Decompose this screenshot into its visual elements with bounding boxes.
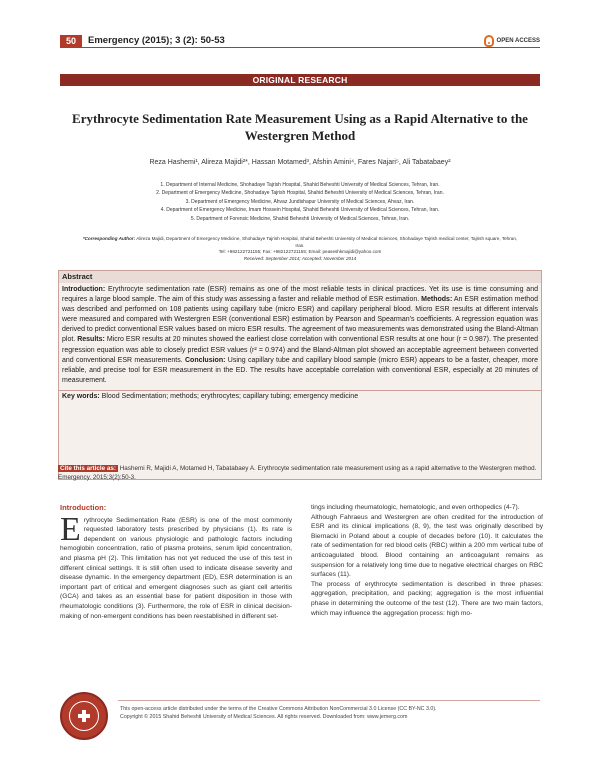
article-title: Erythrocyte Sedimentation Rate Measurement Using as a Rapid Alternative to the Westergren Method	[72, 111, 528, 143]
abstract-conclusion-label: Conclusion:	[184, 356, 226, 364]
citation-text: Hashemi R, Majidi A, Motamed H, Tabatabaey A. Erythrocyte sedimentation rate measurement using as a rapid alternative to the Westergren method. Emergency. 2015;3(2):50-3.	[58, 465, 537, 481]
corresponding-text: Alireza Majidi, Department of Emergency Medicine, Shohadaye Tajrish Hospital, Shahid Beheshti University of Medical Sciences, Shohadaye Tajrish medical center, Tajrish square, Tehran, Iran.	[136, 236, 518, 248]
body-paragraph: The process of erythrocyte sedimentation is described in three phases: aggregation, precipitation, and packing; aggregation is the most influential phase in determining the outcome of the test (12). There are two main factors, which may influence the aggregation process: high mo-	[311, 580, 543, 617]
abstract-body	[59, 283, 541, 388]
abstract-intro-label: Introduction:	[62, 286, 106, 293]
abstract-box	[58, 270, 542, 480]
author-list: Reza Hashemi¹, Alireza Majidi²*, Hassan Motamed³, Afshin Amini⁴, Fares Najari⁵, Ali Tabatabaey²	[149, 159, 451, 166]
abstract-results-label: Results:	[77, 336, 105, 344]
section-banner: ORIGINAL RESEARCH	[60, 74, 540, 86]
affiliation-list	[80, 181, 520, 223]
abstract-results-text: Micro ESR results at 20 minutes showed the earliest close correlation with conventional ESR results at one hour (r = 0.987). The presented regression equation was able to closely predict ESR values (r² = 0.974) and the Bland-Altman plot showed an acceptable agreement between converted and conventional ESR measurements.	[62, 336, 538, 364]
affiliation-item: 2. Department of Emergency Medicine, Shohadaye Tajrish Hospital, Shahid Beheshti University of Medical Sciences, Tehran, Iran.	[156, 190, 444, 197]
abstract-intro-text: Erythrocyte sedimentation rate (ESR) remains as one of the most reliable tests in clinical practices. Yet its use is time consuming and requires a large blood sample. The aim of this study was assessing a faster and reliable method of ESR estimation.	[62, 286, 538, 304]
copyright-line: Copyright © 2015 Shahid Beheshti University of Medical Sciences. All rights reserved. Downloaded from: www.jemerg.com	[120, 714, 408, 720]
body-paragraph: Although Fahraeus and Westergren are often credited for the introduction of ESR and its clinical implications (8, 9), the test was originally described by Biernacki in Poland about a couple of decades before (10). It calculates the rate of sedimentation for red blood cells (RBC) within a 200 mm vertical tube of anticoagulated blood. Blood containing an anticoagulant remains as suspension for a relatively long time due to negative electrical charges on RBC surfaces (11).	[311, 513, 543, 579]
introduction-heading: Introduction:	[60, 503, 107, 512]
corresponding-contact: Tel: +982122721155; Fax: +982122721155; Email: peaseshkmajidi@yahoo.com	[218, 249, 382, 255]
seal-ring	[69, 701, 99, 731]
affiliation-item: 3. Department of Emergency Medicine, Ahvaz Jundishapur University of Medical Sciences, Ahvaz, Iran.	[185, 198, 415, 205]
body-paragraph: tings including rheumatologic, hematologic, and even orthopedics (4-7).	[311, 504, 520, 511]
footer-license	[120, 705, 540, 721]
citation	[58, 464, 542, 482]
citation-label: Cite this article as:	[60, 465, 116, 472]
body-column-right	[311, 503, 543, 618]
abstract-conclusion-text: Using capillary tube and capillary blood sample (micro ESR) appears to be a faster, cheaper, more reliable, and precise tool for ESR measurement in the ED. The results have acceptable correlation with conventional ESR, especially at 20 minutes of measurement.	[62, 356, 538, 384]
affiliation-item: 5. Department of Forensic Medicine, Shahid Beheshti University of Medical Sciences, Tehran, Iran.	[190, 215, 410, 222]
page-number: 50	[60, 35, 82, 47]
license-line: This open-access article distributed under the terms of the Creative Commons Attribution NonCommercial 3.0 License (CC BY-NC 3.0).	[120, 706, 437, 712]
journal-seal-logo	[60, 692, 108, 740]
keywords-label: Key words:	[62, 392, 100, 400]
introduction-paragraph	[60, 510, 292, 622]
medical-cross-icon	[78, 710, 90, 722]
affiliation-item: 1. Department of Internal Medicine, Shohadaye Tajrish Hospital, Shahid Beheshti University of Medical Sciences, Tehran, Iran.	[160, 182, 440, 188]
corresponding-author	[80, 236, 520, 262]
footer-divider	[118, 700, 540, 701]
received-accepted-dates: Received: September 2014; Accepted: November 2014	[243, 255, 357, 261]
journal-reference: Emergency (2015); 3 (2): 50-53	[88, 35, 225, 46]
abstract-methods-label: Methods:	[421, 296, 453, 304]
keywords-text: Blood Sedimentation; methods; erythrocytes; capillary tubing; emergency medicine	[99, 392, 359, 400]
open-access-label: OPEN ACCESS	[496, 38, 540, 44]
running-header	[60, 34, 540, 48]
abstract-heading: Abstract	[59, 271, 541, 283]
corresponding-label: *Corresponding Author:	[82, 236, 136, 241]
body-column-left	[60, 503, 292, 621]
open-access-lock-icon	[484, 35, 494, 47]
affiliation-item: 4. Department of Emergency Medicine, Imam Hossein Hospital, Shahid Beheshti University of Medical Sciences, Tehran, Iran.	[160, 207, 440, 214]
introduction-text: rythrocyte Sedimentation Rate (ESR) is one of the most commonly requested laboratory tests prescribed by physicians (1). Its rate is dependent on various physiologic and pathologic factors including hemoglobin concentration, ratio of plasma proteins, serum lipid concentration, and plasma pH (2). This limitation has not yet reduced the use of this test in different clinical settings. It is still often used to indicate disease severity and disease dynamic. In the emergency department (ED), ESR determination is an important part of critical and emergent diagnoses such as giant cell arteritis (GCA) and takes as an essential base for patient disposition in those with rheumatologic conditions (3). Furthermore, the role of ESR in clinical decision-making of non-emergent conditions has been reestablished in different set-	[60, 516, 292, 620]
open-access-badge	[484, 35, 540, 47]
keywords	[59, 390, 541, 402]
drop-cap: E	[60, 510, 81, 548]
abstract-methods-text: An ESR estimation method was described and performed on 108 patients using capillary tube (micro ESR) and capillary peripheral blood. Micro ESR results at different intervals were measured and compared with Westergren ESR (conventional ESR) estimation by Pearson and Spearman's coefficients. A regression equation was derived to predict conventional ESR values based on micro ESR results. The agreement of two measurements was demonstrated using the Bland-Altman plot.	[62, 296, 538, 344]
